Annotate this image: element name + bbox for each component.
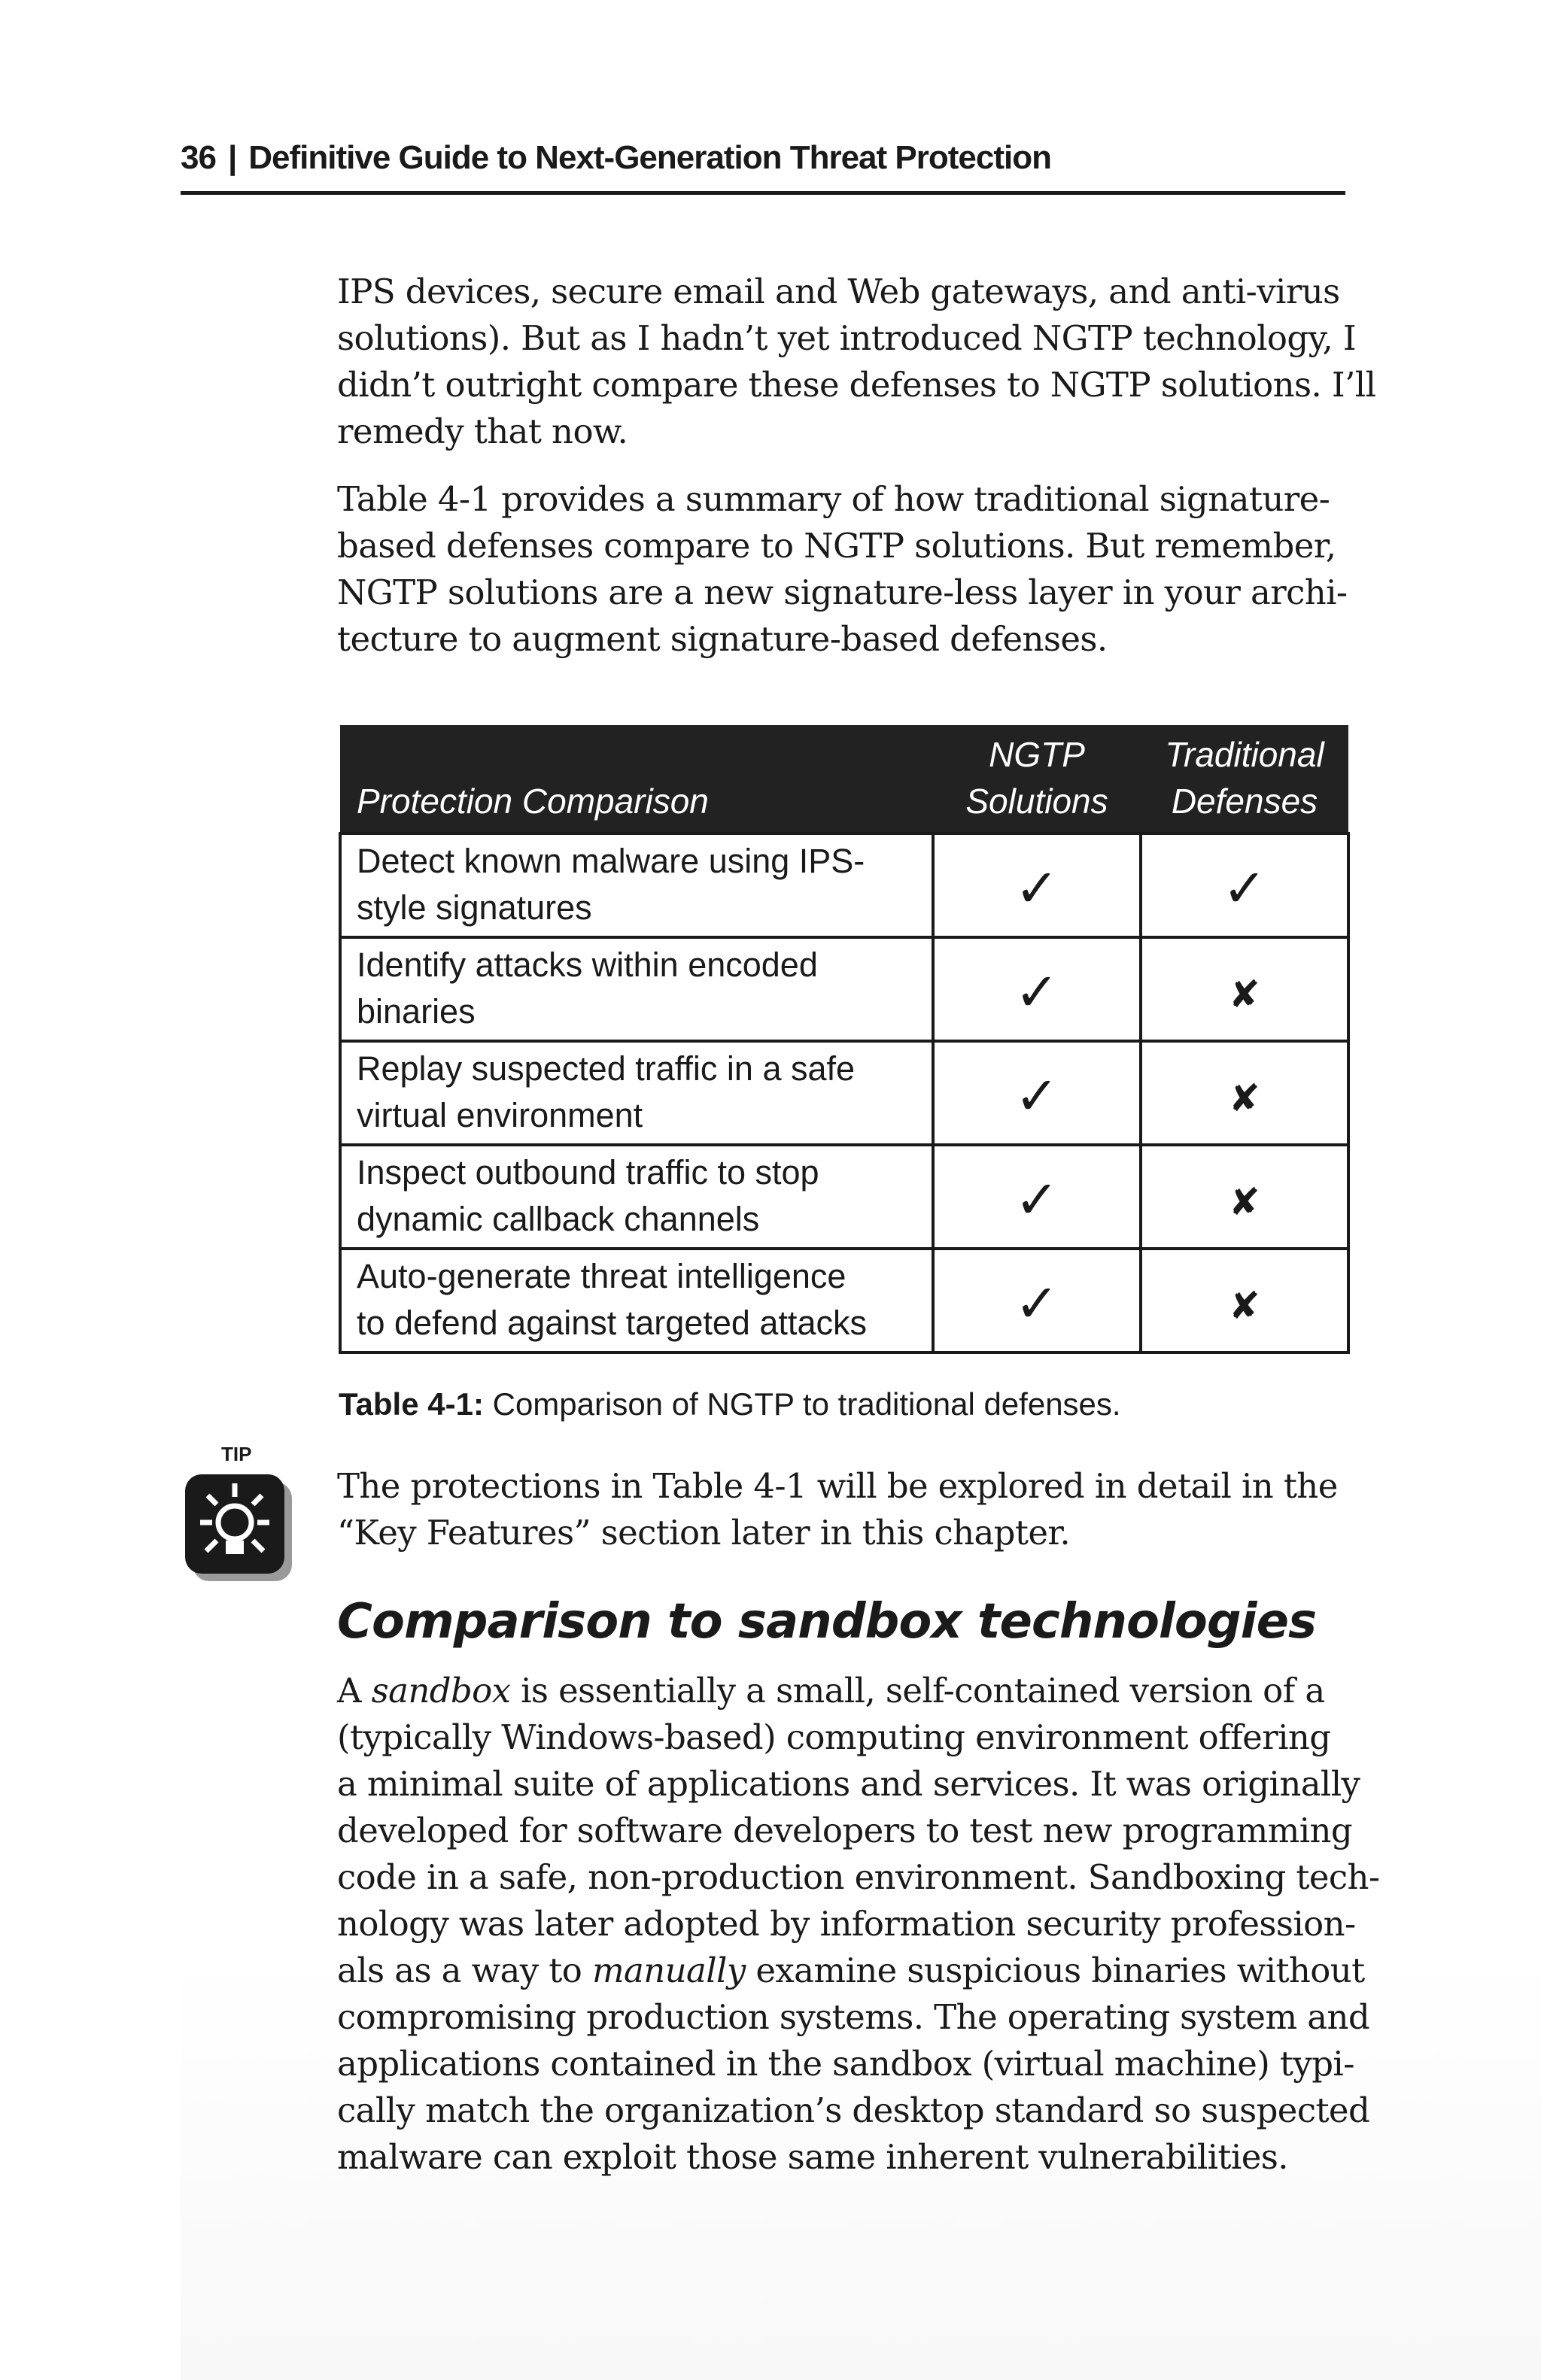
feature-text: Replay suspected traffic in a safe xyxy=(357,1049,856,1088)
header-traditional-defenses xyxy=(1141,725,1348,833)
feature-cell xyxy=(340,1249,933,1352)
check-icon: ✓ xyxy=(1014,961,1059,1023)
text-line: (typically Windows-based) computing environment offering xyxy=(337,1717,1331,1757)
header-separator: | xyxy=(227,139,237,176)
ngtp-cell xyxy=(933,1145,1141,1249)
ngtp-cell xyxy=(933,1041,1141,1145)
text-line: didn’t outright compare these defenses to NGTP solutions. I’ll xyxy=(337,365,1376,405)
feature-cell xyxy=(340,1145,933,1249)
feature-cell xyxy=(340,1041,933,1145)
text-line: code in a safe, non-production environment. Sandboxing tech- xyxy=(337,1857,1380,1897)
text-line: “Key Features” section later in this chapter. xyxy=(337,1513,1071,1553)
text-fragment: examine suspicious binaries without xyxy=(745,1950,1365,1990)
cross-icon: ✘ xyxy=(1229,973,1260,1016)
feature-text: Detect known malware using IPS- xyxy=(357,842,865,880)
paragraph-table-intro xyxy=(337,476,1348,663)
header-text: NGTP xyxy=(989,735,1085,774)
cross-icon: ✘ xyxy=(1229,1284,1260,1328)
text-line: nology was later adopted by information security profession- xyxy=(337,1904,1356,1944)
text-line: solutions). But as I hadn’t yet introduced NGTP technology, I xyxy=(337,318,1357,358)
feature-cell xyxy=(340,833,933,937)
text-line: developed for software developers to test new programming xyxy=(337,1811,1353,1850)
feature-text: Identify attacks within encoded xyxy=(357,946,818,984)
check-icon: ✓ xyxy=(1014,857,1059,919)
header-ngtp-solutions xyxy=(933,725,1141,833)
table-row xyxy=(340,833,1348,937)
text-fragment: als as a way to xyxy=(337,1950,592,1990)
page-number: 36 xyxy=(181,139,216,176)
text-line xyxy=(337,1947,1365,1994)
header-protection-comparison: Protection Comparison xyxy=(340,725,933,833)
feature-text: Auto-generate threat intelligence xyxy=(357,1257,846,1295)
tip-icon-block xyxy=(179,1443,299,1578)
traditional-cell xyxy=(1141,937,1348,1041)
ngtp-cell xyxy=(933,833,1141,937)
text-line: malware can exploit those same inherent vulnerabilities. xyxy=(337,2137,1288,2177)
table-header-row xyxy=(340,725,1348,833)
tip-text xyxy=(337,1463,1345,1556)
traditional-cell xyxy=(1141,1145,1348,1249)
text-line: applications contained in the sandbox (virtual machine) typi- xyxy=(337,2044,1354,2084)
caption-label: Table 4-1: xyxy=(339,1386,484,1422)
text-fragment: A xyxy=(337,1671,372,1711)
tip-label: TIP xyxy=(221,1443,252,1465)
table-caption xyxy=(339,1384,1121,1425)
section-heading: Comparison to sandbox technologies xyxy=(337,1594,1317,1650)
text-line xyxy=(337,1668,1345,1714)
text-line: IPS devices, secure email and Web gateways, and anti-virus xyxy=(337,272,1340,311)
header-text: Defenses xyxy=(1171,782,1318,821)
text-line: remedy that now. xyxy=(337,411,628,451)
caption-text: Comparison of NGTP to traditional defenses. xyxy=(483,1386,1121,1422)
traditional-cell xyxy=(1141,1249,1348,1352)
feature-cell xyxy=(340,937,933,1041)
running-header xyxy=(181,135,1345,195)
text-fragment: is essentially a small, self-contained version of a xyxy=(510,1671,1325,1711)
traditional-cell xyxy=(1141,833,1348,937)
table-row xyxy=(340,1145,1348,1249)
table-row xyxy=(340,1249,1348,1352)
feature-text: Inspect outbound traffic to stop xyxy=(357,1153,819,1192)
header-text: Solutions xyxy=(965,782,1108,821)
traditional-cell xyxy=(1141,1041,1348,1145)
feature-text: to defend against targeted attacks xyxy=(357,1304,867,1342)
ngtp-cell xyxy=(933,1249,1141,1352)
text-line: The protections in Table 4-1 will be explored in detail in the xyxy=(337,1466,1338,1506)
emphasis-term: sandbox xyxy=(371,1671,511,1711)
text-line: NGTP solutions are a new signature-less layer in your archi- xyxy=(337,572,1348,612)
feature-text: dynamic callback channels xyxy=(357,1200,760,1238)
header-title: Definitive Guide to Next-Generation Threat Protection xyxy=(248,139,1051,176)
text-line: cally match the organization’s desktop standard so suspected xyxy=(337,2090,1370,2130)
text-line: based defenses compare to NGTP solutions. But remember, xyxy=(337,526,1336,566)
text-line: compromising production systems. The operating system and xyxy=(337,1997,1370,2037)
feature-text: style signatures xyxy=(357,888,592,927)
paragraph-sandbox xyxy=(337,1668,1380,2181)
text-line: a minimal suite of applications and services. It was originally xyxy=(337,1764,1360,1804)
ngtp-cell xyxy=(933,937,1141,1041)
check-icon: ✓ xyxy=(1014,1272,1059,1334)
emphasis-term: manually xyxy=(591,1950,746,1990)
paragraph-intro xyxy=(337,269,1376,455)
cross-icon: ✘ xyxy=(1229,1180,1260,1224)
lightbulb-icon xyxy=(184,1473,296,1589)
cross-icon: ✘ xyxy=(1229,1076,1260,1120)
check-icon: ✓ xyxy=(1014,1168,1059,1231)
text-line: Table 4-1 provides a summary of how traditional signature- xyxy=(337,479,1330,519)
table-row xyxy=(340,1041,1348,1145)
check-icon: ✓ xyxy=(1014,1064,1059,1127)
table-row xyxy=(340,937,1348,1041)
feature-text: virtual environment xyxy=(357,1096,643,1134)
text-line: tecture to augment signature-based defenses. xyxy=(337,619,1108,659)
comparison-table xyxy=(339,725,1347,1351)
header-text: Traditional xyxy=(1165,735,1324,774)
check-icon: ✓ xyxy=(1222,857,1267,919)
feature-text: binaries xyxy=(357,992,476,1031)
